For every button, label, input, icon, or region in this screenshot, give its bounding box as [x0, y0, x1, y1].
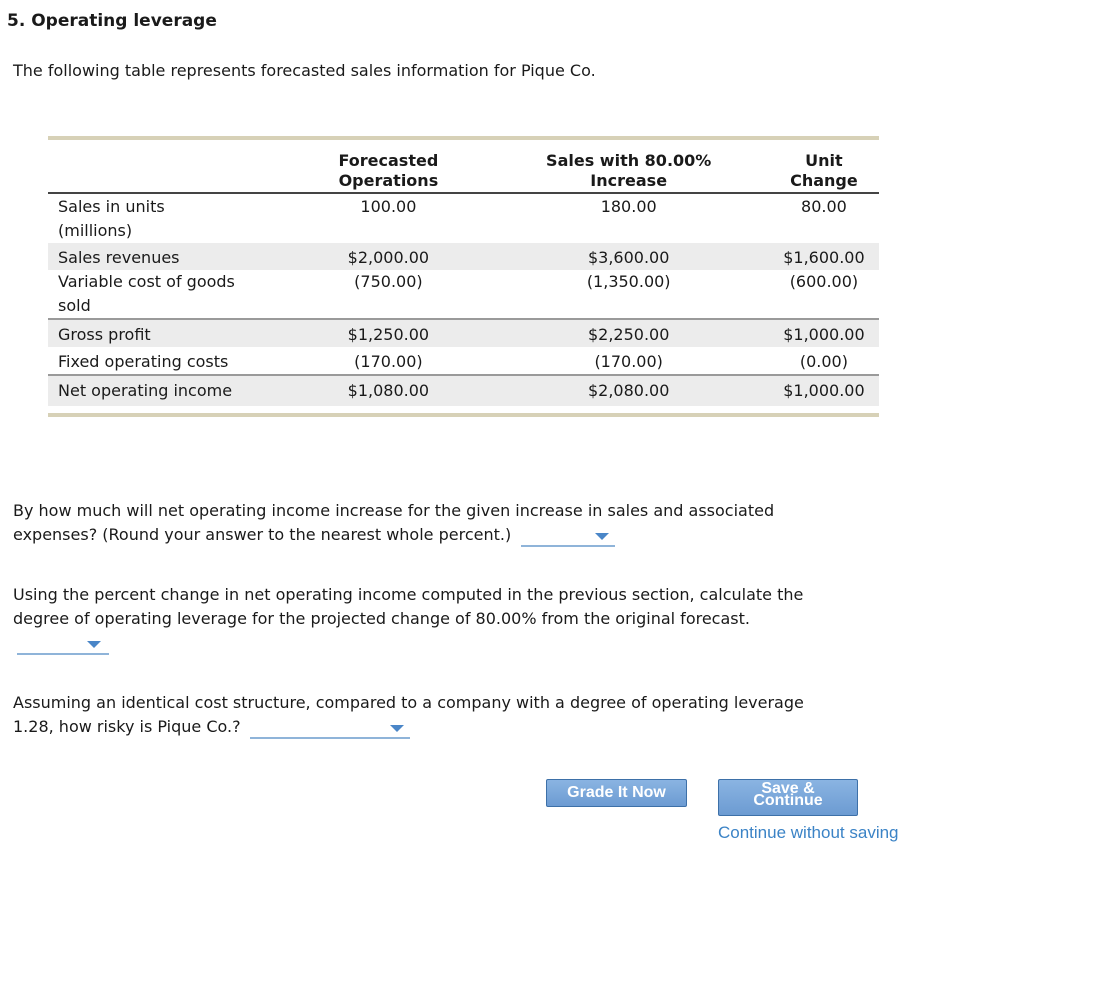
cell-forecasted: (750.00): [354, 272, 423, 291]
header-sales-increase: Sales with 80.00% Increase: [489, 140, 769, 193]
cell-sales-increase: $2,250.00: [489, 319, 769, 347]
cell-sales-increase: $2,080.00: [489, 375, 769, 406]
question-1: By how much will net operating income increase for the given increase in sales and associated expenses? (Round your answer to the nearest whole percent.): [13, 499, 774, 547]
cell-unit-change: 80.00: [801, 197, 847, 216]
cell-unit-change: (0.00): [799, 352, 848, 371]
table-row: [48, 193, 879, 243]
continue-without-saving-link[interactable]: Continue without saving: [718, 823, 899, 842]
cell-sales-increase: (170.00): [594, 352, 663, 371]
cell-sales-increase: $3,600.00: [489, 243, 769, 270]
save-and-continue-button[interactable]: [718, 779, 858, 816]
q3-answer-dropdown[interactable]: [250, 719, 410, 739]
row-label: Variable cost of goods sold: [58, 272, 235, 315]
row-label: Fixed operating costs: [58, 352, 229, 371]
table-bottom-band: [48, 413, 879, 417]
header-unit-change: Unit Change: [769, 140, 879, 193]
cell-sales-increase: 180.00: [600, 197, 657, 216]
page-title: 5. Operating leverage: [7, 11, 217, 31]
row-label: Gross profit: [48, 319, 288, 347]
cell-unit-change: (600.00): [789, 272, 859, 291]
row-label: Sales revenues: [48, 243, 288, 270]
q2-answer-dropdown[interactable]: [17, 635, 109, 655]
table-row: [48, 319, 879, 347]
cell-unit-change: $1,600.00: [769, 243, 879, 270]
cell-forecasted: $2,000.00: [288, 243, 488, 270]
table-header-row: [48, 140, 879, 193]
cell-forecasted: $1,250.00: [288, 319, 488, 347]
q1-answer-dropdown[interactable]: [521, 527, 615, 547]
chevron-down-icon: [87, 641, 101, 648]
chevron-down-icon: [390, 725, 404, 732]
chevron-down-icon: [595, 533, 609, 540]
save-label-line1: Save &: [761, 780, 815, 797]
question-2: Using the percent change in net operating income computed in the previous section, calculate the degree of operating leverage for the projected change of 80.00% from the original forecast.: [13, 583, 803, 655]
header-forecasted: Forecasted Operations: [288, 140, 488, 193]
question-3: Assuming an identical cost structure, compared to a company with a degree of operating leverage 1.28, how risky is Pique Co.?: [13, 691, 804, 739]
table-row: [48, 270, 879, 319]
row-label: Sales in units (millions): [58, 197, 165, 240]
forecast-table: [48, 136, 879, 417]
grade-it-now-button[interactable]: Grade It Now: [546, 779, 687, 807]
header-blank: [48, 140, 288, 193]
row-label: Net operating income: [48, 375, 288, 406]
cell-forecasted: $1,080.00: [288, 375, 488, 406]
table-row: [48, 347, 879, 375]
intro-text: The following table represents forecasted sales information for Pique Co.: [13, 61, 596, 80]
cell-forecasted: 100.00: [360, 197, 417, 216]
save-label-line2: Continue: [753, 792, 823, 809]
cell-unit-change: $1,000.00: [769, 319, 879, 347]
cell-sales-increase: (1,350.00): [586, 272, 671, 291]
cell-forecasted: (170.00): [354, 352, 423, 371]
table-row: [48, 243, 879, 270]
cell-unit-change: $1,000.00: [769, 375, 879, 406]
table-row: [48, 375, 879, 406]
